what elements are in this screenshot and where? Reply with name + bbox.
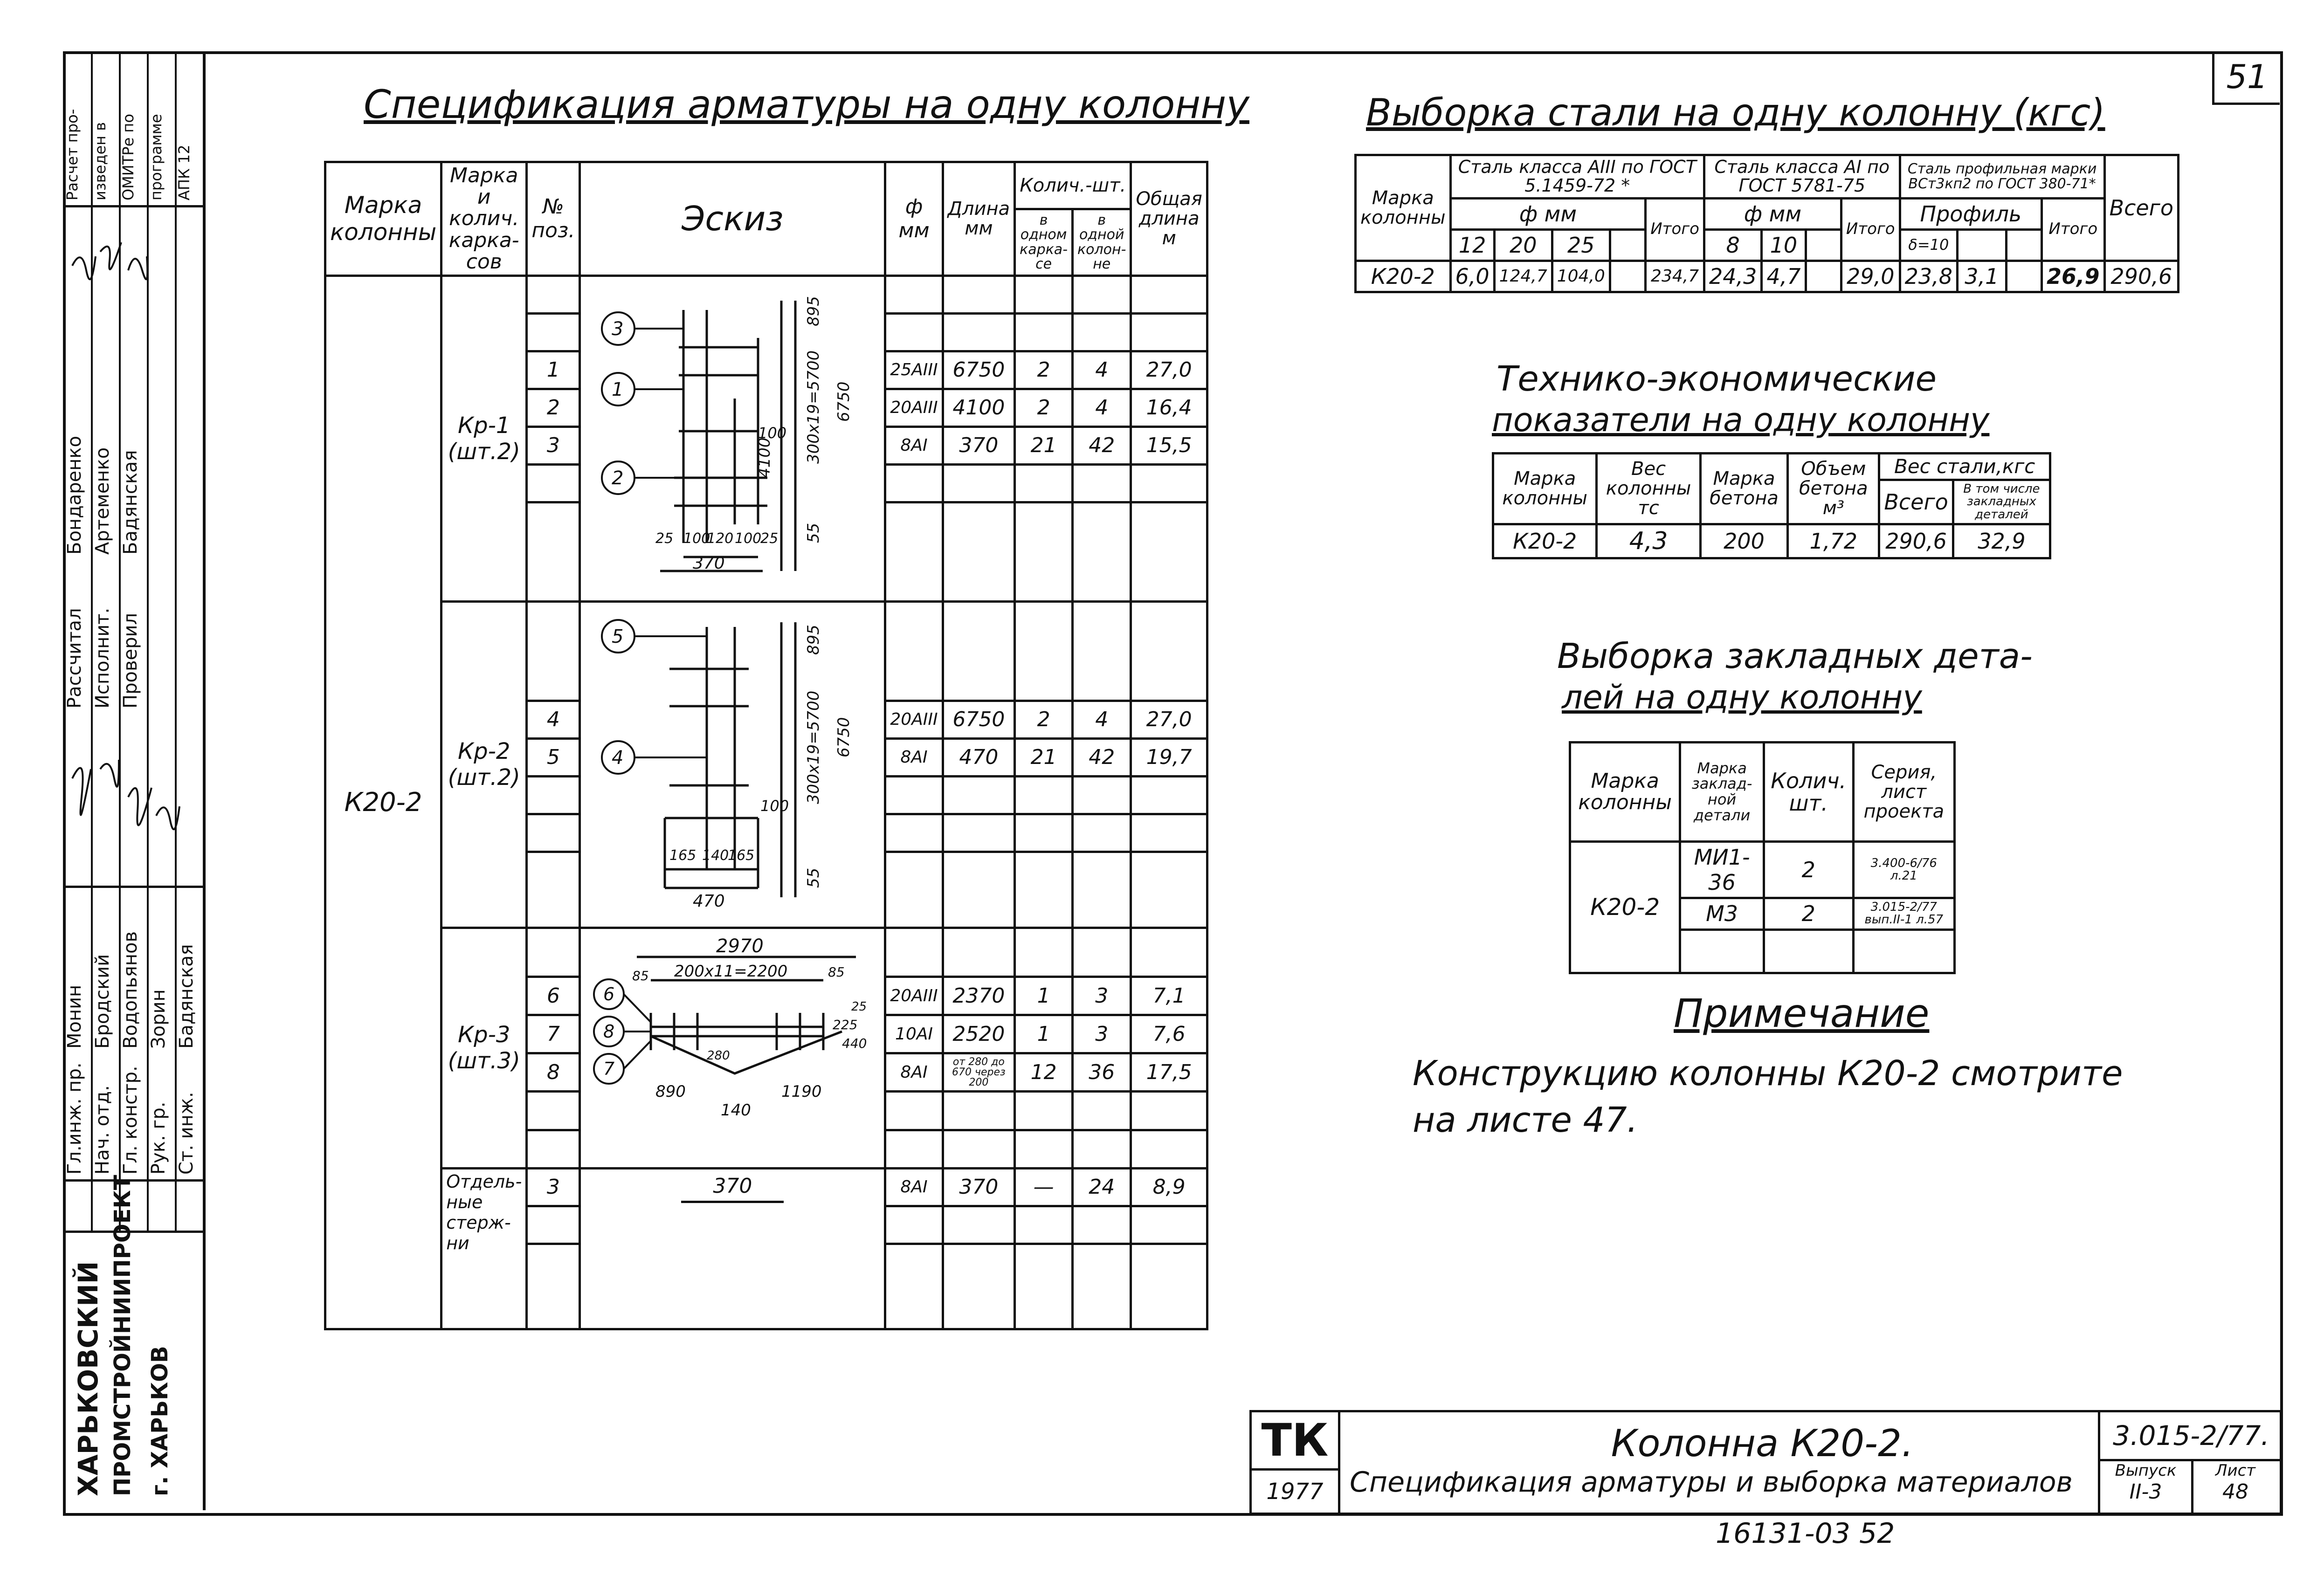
- spec-frame-kr1: Кр-1 (шт.2): [441, 275, 527, 601]
- length-4: 6750: [943, 701, 1014, 738]
- callout-4: 4: [612, 747, 624, 769]
- tech-v-concrete: 200: [1700, 524, 1788, 558]
- dim3-280: 280: [707, 1048, 730, 1063]
- diam-2: 20АIII: [885, 389, 943, 426]
- embedded-table: [1569, 741, 1956, 974]
- dim2-100: 100: [760, 797, 789, 815]
- steel-h-mark: Марка колонны: [1356, 155, 1451, 261]
- stamp-sheet: 48: [2222, 1480, 2248, 1504]
- qc-1: 4: [1073, 351, 1131, 389]
- diam-6: 20АIII: [885, 977, 943, 1015]
- steel-v-8: 24,3: [1704, 261, 1761, 292]
- dim-100-mid: 100: [758, 424, 787, 442]
- tech-h-weight: Вес колонны тс: [1597, 454, 1700, 524]
- total-5: 19,7: [1131, 738, 1207, 776]
- emb-v-series-2: 3.015-2/77 вып.II-1 л.57: [1853, 898, 1954, 930]
- steel-h-diam-a1: ф мм: [1704, 198, 1841, 229]
- steel-v-a3-total: 234,7: [1646, 261, 1704, 292]
- steel-v-a1-total: 29,0: [1841, 261, 1900, 292]
- steel-h-itogo-a1: Итого: [1841, 198, 1900, 261]
- dim-895: 895: [804, 296, 823, 327]
- qf-5: 21: [1015, 738, 1073, 776]
- emb-v-mark: К20-2: [1570, 842, 1680, 973]
- sidebar-name-6: Бондаренко: [64, 435, 85, 555]
- emb-h-part: Марка заклад- ной детали: [1680, 743, 1764, 842]
- dim3-85a: 85: [632, 968, 649, 984]
- sidebar-role-6: Рассчитал: [64, 608, 85, 708]
- spec-h-frame: Марка и колич. карка- сов: [441, 162, 527, 276]
- title-stamp: [1249, 1410, 2283, 1515]
- length-5: 470: [943, 738, 1014, 776]
- qc-5: 42: [1073, 738, 1131, 776]
- dim3-200x11: 200х11=2200: [674, 962, 788, 981]
- diam-5: 8АI: [885, 738, 943, 776]
- stamp-issue-box: [2098, 1461, 2193, 1513]
- sidebar-role-7: Исполнит.: [92, 607, 113, 708]
- tech-h-steel: Вес стали,кгс: [1879, 454, 2050, 480]
- steel-v-25: 104,0: [1552, 261, 1610, 292]
- sketch-separate-dim: 370: [713, 1174, 752, 1198]
- spec-table: [324, 161, 1208, 1330]
- emb-h-series: Серия, лист проекта: [1853, 743, 1954, 842]
- qf-7: 1: [1015, 1015, 1073, 1053]
- steel-v-empty-a1: [1806, 261, 1841, 292]
- stamp-issue: II-3: [2129, 1480, 2162, 1504]
- length-8: от 280 до 670 через 200: [943, 1053, 1014, 1092]
- steel-h-itogo-prof: Итого: [2042, 198, 2105, 261]
- total-1: 27,0: [1131, 351, 1207, 389]
- org-city: г. ХАРЬКОВ: [147, 1346, 173, 1496]
- dim-100b: 100: [735, 530, 762, 547]
- emb-v-qty-2: 2: [1764, 898, 1853, 930]
- tech-title-1: Технико-экономические: [1496, 359, 1937, 399]
- qf-4: 2: [1015, 701, 1073, 738]
- pos-7: 7: [527, 1015, 580, 1053]
- diam-1: 25АIII: [885, 351, 943, 389]
- dim3-890: 890: [655, 1082, 686, 1101]
- length-3: 370: [943, 426, 1014, 464]
- stamp-logo: ТК: [1252, 1412, 1340, 1471]
- signature-scribbles: [63, 210, 203, 881]
- tech-v-total: 290,6: [1879, 524, 1953, 558]
- spec-frame-kr2: Кр-2 (шт.2): [441, 601, 527, 928]
- dim2-6750: 6750: [834, 717, 854, 757]
- dim-6750: 6750: [834, 381, 854, 422]
- emb-v-qty-1: 2: [1764, 842, 1853, 898]
- dim-120: 120: [707, 530, 734, 547]
- sidebar-name-1: Монин: [64, 984, 85, 1049]
- sidebar-name-7: Артеменко: [92, 447, 113, 555]
- pos-1: 1: [527, 351, 580, 389]
- total-8: 17,5: [1131, 1053, 1207, 1092]
- callout-2: 2: [612, 468, 624, 489]
- sidebar-role-5: Ст. инж.: [176, 1092, 197, 1175]
- steel-h-prof: Сталь профильная марки ВСт3кп2 по ГОСТ 380-71*: [1900, 155, 2104, 199]
- sidebar-name-2: Бродский: [92, 954, 113, 1049]
- qf-1: 2: [1015, 351, 1073, 389]
- sidebar-name-8: Бадянская: [120, 450, 141, 555]
- spec-h-qty-column: в одной колон- не: [1073, 209, 1131, 275]
- steel-h-a3: Сталь класса АIII по ГОСТ 5.1459-72 *: [1450, 155, 1704, 199]
- dim-100a: 100: [683, 530, 710, 547]
- sketch-kr3: [580, 928, 885, 1168]
- steel-d-12: 12: [1450, 229, 1494, 261]
- qc-4: 4: [1073, 701, 1131, 738]
- dim3-2970: 2970: [716, 935, 764, 957]
- sidebar-role-4: Рук. гр.: [148, 1101, 169, 1175]
- diam-8: 8АI: [885, 1053, 943, 1092]
- steel-v-prof-2: 3,1: [1958, 261, 2007, 292]
- steel-v-20: 124,7: [1494, 261, 1552, 292]
- steel-v-prof-3: [2006, 261, 2041, 292]
- footer-code: 16131-03 52: [1716, 1517, 1895, 1550]
- pos-6: 6: [527, 977, 580, 1015]
- dim3-85b: 85: [828, 964, 845, 980]
- sheet-number: 51: [2212, 51, 2280, 105]
- stamp-series: 3.015-2/77.: [2098, 1412, 2282, 1461]
- length-sep: 370: [943, 1168, 1014, 1206]
- tech-h-mark: Марка колонны: [1493, 454, 1597, 524]
- sidebar-name-3: Водопьянов: [120, 931, 141, 1049]
- sidebar-note-3: ОМИТРе по: [119, 114, 137, 200]
- sketch-kr2-drawing: [581, 608, 884, 916]
- total-sep: 8,9: [1131, 1168, 1207, 1206]
- qf-2: 2: [1015, 389, 1073, 426]
- dim-300x19: 300х19=5700: [804, 351, 823, 464]
- steel-title: Выборка стали на одну колонну (кгс): [1366, 91, 2105, 134]
- dim2-165b: 165: [728, 847, 755, 864]
- pos-3: 3: [527, 426, 580, 464]
- emb-v-part-1: МИ1-36: [1680, 842, 1764, 898]
- dim2-470: 470: [693, 891, 725, 911]
- spec-h-mark: Марка колонны: [325, 162, 441, 276]
- sidebar-note-5: АПК 12: [175, 144, 193, 200]
- steel-d-20: 20: [1494, 229, 1552, 261]
- qc-6: 3: [1073, 977, 1131, 1015]
- dim2-165a: 165: [669, 847, 697, 864]
- steel-h-profile: Профиль: [1900, 198, 2041, 229]
- spec-h-diam: ф мм: [885, 162, 943, 276]
- spec-h-sketch: Эскиз: [580, 162, 885, 276]
- org-name-2: ПРОМСТРОЙНИИПРОЕКТ: [110, 1175, 136, 1496]
- tech-title-2: показатели на одну колонну: [1492, 401, 1990, 439]
- stamp-sheet-label: Лист: [2215, 1461, 2256, 1480]
- spec-h-pos: № поз.: [527, 162, 580, 276]
- qf-8: 12: [1015, 1053, 1073, 1092]
- dim-4100: 4100: [755, 437, 774, 478]
- sketch-kr1: [580, 275, 885, 601]
- dim2-55: 55: [804, 867, 823, 888]
- sidebar-role-8: Проверил: [120, 612, 141, 708]
- tech-v-embedded: 32,9: [1953, 524, 2050, 558]
- total-2: 16,4: [1131, 389, 1207, 426]
- spec-title: Спецификация арматуры на одну колонну: [364, 82, 1249, 127]
- steel-v-total: 290,6: [2104, 261, 2178, 292]
- steel-h-diam-a3: ф мм: [1450, 198, 1646, 229]
- org-name-1: ХАРЬКОВСКИЙ: [72, 1261, 104, 1496]
- dim2-300x19: 300х19=5700: [804, 690, 823, 804]
- callout-3: 3: [612, 318, 624, 340]
- sketch-kr2: [580, 601, 885, 928]
- sketch-kr3-drawing: [581, 929, 884, 1162]
- sidebar-role-1: Гл.инж. пр.: [64, 1062, 85, 1175]
- sidebar-role-2: Нач. отд.: [92, 1085, 113, 1175]
- spec-h-length: Длина мм: [943, 162, 1014, 276]
- qc-7: 3: [1073, 1015, 1131, 1053]
- qc-sep: 24: [1073, 1168, 1131, 1206]
- steel-v-10: 4,7: [1762, 261, 1806, 292]
- stamp-title-2: Спецификация арматуры и выборка материалов: [1350, 1466, 2073, 1499]
- tech-v-mark: К20-2: [1493, 524, 1597, 558]
- steel-h-vsego: Всего: [2104, 155, 2178, 261]
- sidebar-name-4: Зорин: [148, 989, 169, 1049]
- diam-3: 8АI: [885, 426, 943, 464]
- callout-6: 6: [603, 984, 615, 1004]
- pos-sep: 3: [527, 1168, 580, 1206]
- diam-sep: 8АI: [885, 1168, 943, 1206]
- spec-h-qty: Колич.-шт.: [1015, 162, 1131, 209]
- qf-sep: —: [1015, 1168, 1073, 1206]
- embedded-title-2: лей на одну колонну: [1562, 678, 1922, 716]
- dim2-140: 140: [702, 847, 729, 864]
- stamp-sheet-box: [2191, 1461, 2280, 1513]
- spec-h-qty-frame: в одном карка- се: [1015, 209, 1073, 275]
- dim3-440: 440: [842, 1035, 867, 1051]
- qf-6: 1: [1015, 977, 1073, 1015]
- steel-d-8: 8: [1704, 229, 1761, 261]
- tech-h-concrete: Марка бетона: [1700, 454, 1788, 524]
- length-1: 6750: [943, 351, 1014, 389]
- total-3: 15,5: [1131, 426, 1207, 464]
- pos-8: 8: [527, 1053, 580, 1092]
- pos-4: 4: [527, 701, 580, 738]
- diam-4: 20АIII: [885, 701, 943, 738]
- total-4: 27,0: [1131, 701, 1207, 738]
- total-6: 7,1: [1131, 977, 1207, 1015]
- callout-5: 5: [612, 626, 624, 647]
- spec-frame-separate: Отдель- ные стерж- ни: [441, 1168, 527, 1329]
- dim-25a: 25: [655, 530, 674, 547]
- steel-d-10: 10: [1762, 229, 1806, 261]
- dim-370: 370: [693, 554, 725, 573]
- stamp-issue-label: Выпуск: [2115, 1461, 2177, 1480]
- sidebar-note-4: программе: [147, 114, 165, 200]
- spec-frame-kr3: Кр-3 (шт.3): [441, 928, 527, 1168]
- sidebar-name-5: Бадянская: [176, 944, 197, 1049]
- tech-v-weight: 4,3: [1597, 524, 1700, 558]
- steel-h-itogo-a3: Итого: [1646, 198, 1704, 261]
- tech-h-total: Всего: [1879, 480, 1953, 524]
- dim3-25: 25: [851, 999, 867, 1014]
- steel-d-delta10: δ=10: [1900, 229, 1957, 261]
- qc-2: 4: [1073, 389, 1131, 426]
- sketch-separate: [580, 1168, 885, 1329]
- steel-row-mark: К20-2: [1356, 261, 1451, 292]
- spec-h-total: Общая длина м: [1131, 162, 1207, 276]
- note-text-1: Конструкцию колонны К20-2 смотрите: [1413, 1053, 2123, 1094]
- tech-v-volume: 1,72: [1788, 524, 1879, 558]
- length-7: 2520: [943, 1015, 1014, 1053]
- qf-3: 21: [1015, 426, 1073, 464]
- dim3-1190: 1190: [781, 1082, 822, 1101]
- callout-1: 1: [612, 379, 624, 401]
- length-2: 4100: [943, 389, 1014, 426]
- callout-8: 8: [603, 1021, 615, 1042]
- qc-3: 42: [1073, 426, 1131, 464]
- sidebar-title-block: [63, 51, 206, 1510]
- sidebar-note-2: изведен в: [91, 122, 109, 200]
- tech-h-volume: Объем бетона м³: [1788, 454, 1879, 524]
- sketch-kr1-drawing: [581, 282, 884, 590]
- tech-table: [1492, 452, 2051, 559]
- emb-v-part-2: М3: [1680, 898, 1764, 930]
- tech-h-embedded: В том числе закладных деталей: [1953, 480, 2050, 524]
- pos-2: 2: [527, 389, 580, 426]
- dim3-225: 225: [833, 1017, 858, 1032]
- stamp-title-1: Колонна К20-2.: [1611, 1422, 1914, 1465]
- sidebar-note-1: Расчет про-: [63, 109, 81, 200]
- dim-55: 55: [804, 523, 823, 543]
- sidebar-role-3: Гл. констр.: [120, 1066, 141, 1175]
- total-7: 7,6: [1131, 1015, 1207, 1053]
- steel-v-prof-1: 23,8: [1900, 261, 1957, 292]
- steel-v-12: 6,0: [1450, 261, 1494, 292]
- callout-7: 7: [603, 1058, 615, 1079]
- spec-column-mark: К20-2: [325, 275, 441, 1329]
- steel-v-empty-a3: [1610, 261, 1645, 292]
- note-title: Примечание: [1674, 990, 1930, 1036]
- dim2-895: 895: [804, 625, 823, 655]
- steel-d-25: 25: [1552, 229, 1610, 261]
- qc-8: 36: [1073, 1053, 1131, 1092]
- pos-5: 5: [527, 738, 580, 776]
- steel-h-a1: Сталь класса АI по ГОСТ 5781-75: [1704, 155, 1900, 199]
- stamp-year: 1977: [1252, 1471, 1340, 1513]
- steel-v-prof-total: 26,9: [2042, 261, 2105, 292]
- emb-h-mark: Марка колонны: [1570, 743, 1680, 842]
- dim-25b: 25: [760, 530, 779, 547]
- note-text-2: на листе 47.: [1413, 1100, 1638, 1140]
- emb-h-qty: Колич. шт.: [1764, 743, 1853, 842]
- steel-table: [1354, 154, 2179, 293]
- emb-v-series-1: 3.400-6/76 л.21: [1853, 842, 1954, 898]
- embedded-title-1: Выборка закладных дета-: [1557, 636, 2033, 676]
- length-6: 2370: [943, 977, 1014, 1015]
- dim3-140: 140: [721, 1100, 752, 1120]
- diam-7: 10АI: [885, 1015, 943, 1053]
